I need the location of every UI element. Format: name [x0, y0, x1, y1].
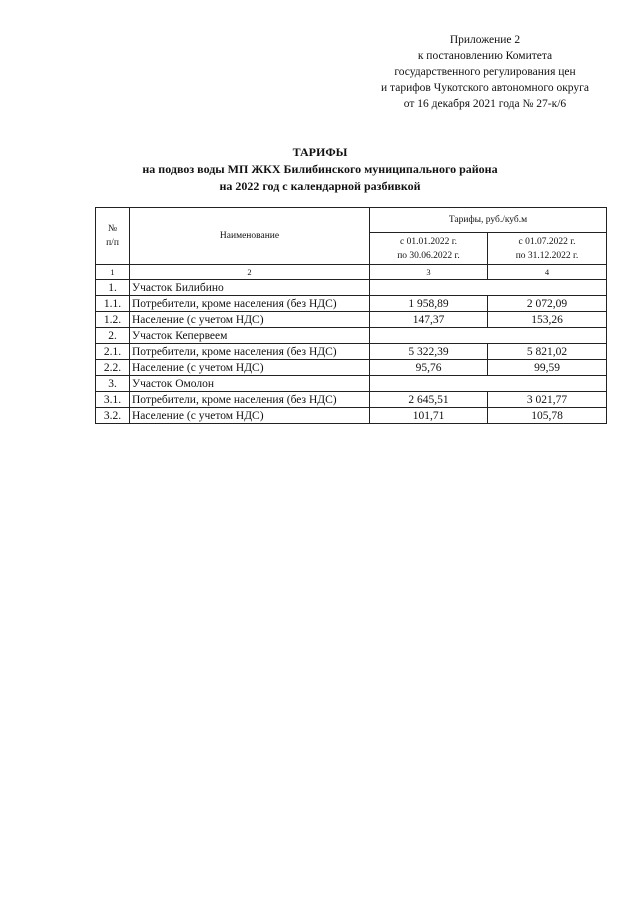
row-value-period-2: 3 021,77 — [488, 392, 607, 408]
table-row — [96, 408, 607, 424]
column-number: 1 — [96, 265, 130, 280]
row-value-period-1: 147,37 — [370, 312, 488, 328]
table-row — [96, 296, 607, 312]
header-period-2 — [488, 233, 607, 265]
row-num: 3. — [96, 376, 130, 392]
period-2-end: по 31.12.2022 г. — [515, 250, 579, 261]
row-value-period-1: 5 322,39 — [370, 344, 488, 360]
header-name: Наименование — [130, 208, 370, 265]
row-num: 3.2. — [96, 408, 130, 424]
appendix-line: и тарифов Чукотского автономного округа — [381, 82, 589, 94]
row-num: 1.2. — [96, 312, 130, 328]
row-value-period-2: 153,26 — [488, 312, 607, 328]
column-number-row — [96, 265, 607, 280]
row-value-period-2: 99,59 — [488, 360, 607, 376]
column-number: 3 — [370, 265, 488, 280]
header-num-label: п/п — [106, 238, 119, 248]
period-1-end: по 30.06.2022 г. — [397, 250, 460, 261]
row-name: Участок Кепервеем — [130, 328, 370, 344]
row-name: Население (с учетом НДС) — [130, 360, 370, 376]
header-num — [96, 208, 130, 265]
column-number: 4 — [488, 265, 607, 280]
row-value-period-1: 95,76 — [370, 360, 488, 376]
column-number: 2 — [130, 265, 370, 280]
header-tariffs: Тарифы, руб./куб.м — [370, 208, 607, 233]
table-row — [96, 280, 607, 296]
appendix-line: к постановлению Комитета — [417, 50, 553, 62]
row-value-period-1: 1 958,89 — [370, 296, 488, 312]
row-value-period-1: 101,71 — [370, 408, 488, 424]
row-name: Население (с учетом НДС) — [130, 312, 370, 328]
period-1-start: с 01.01.2022 г. — [400, 236, 457, 247]
row-name: Участок Билибино — [130, 280, 370, 296]
row-empty — [370, 280, 607, 296]
table-row — [96, 312, 607, 328]
appendix-line: от 16 декабря 2021 года № 27-к/6 — [403, 98, 567, 110]
row-num: 2.2. — [96, 360, 130, 376]
table-row — [96, 360, 607, 376]
table-row — [96, 392, 607, 408]
row-name: Население (с учетом НДС) — [130, 408, 370, 424]
row-num: 3.1. — [96, 392, 130, 408]
row-empty — [370, 376, 607, 392]
appendix-line: Приложение 2 — [449, 34, 521, 46]
table-row — [96, 344, 607, 360]
row-empty — [370, 328, 607, 344]
header-period-1 — [370, 233, 488, 265]
row-name: Участок Омолон — [130, 376, 370, 392]
row-num: 2. — [96, 328, 130, 344]
document-title — [0, 144, 640, 195]
title-subtitle: на подвоз воды МП ЖКХ Билибинского муниципального района — [142, 162, 498, 176]
appendix-header — [330, 32, 640, 112]
row-value-period-2: 5 821,02 — [488, 344, 607, 360]
tariffs-table — [95, 207, 607, 424]
row-name: Потребители, кроме населения (без НДС) — [130, 344, 370, 360]
table-row — [96, 376, 607, 392]
title-subtitle: на 2022 год с календарной разбивкой — [219, 179, 421, 193]
row-name: Потребители, кроме населения (без НДС) — [130, 296, 370, 312]
appendix-line: государственного регулирования цен — [394, 66, 576, 78]
row-num: 1. — [96, 280, 130, 296]
period-2-start: с 01.07.2022 г. — [518, 236, 576, 247]
row-value-period-2: 105,78 — [488, 408, 607, 424]
row-value-period-1: 2 645,51 — [370, 392, 488, 408]
table-row — [96, 328, 607, 344]
row-num: 2.1. — [96, 344, 130, 360]
row-value-period-2: 2 072,09 — [488, 296, 607, 312]
title-main: ТАРИФЫ — [292, 145, 348, 159]
row-name: Потребители, кроме населения (без НДС) — [130, 392, 370, 408]
header-num-label: № — [107, 224, 118, 234]
row-num: 1.1. — [96, 296, 130, 312]
